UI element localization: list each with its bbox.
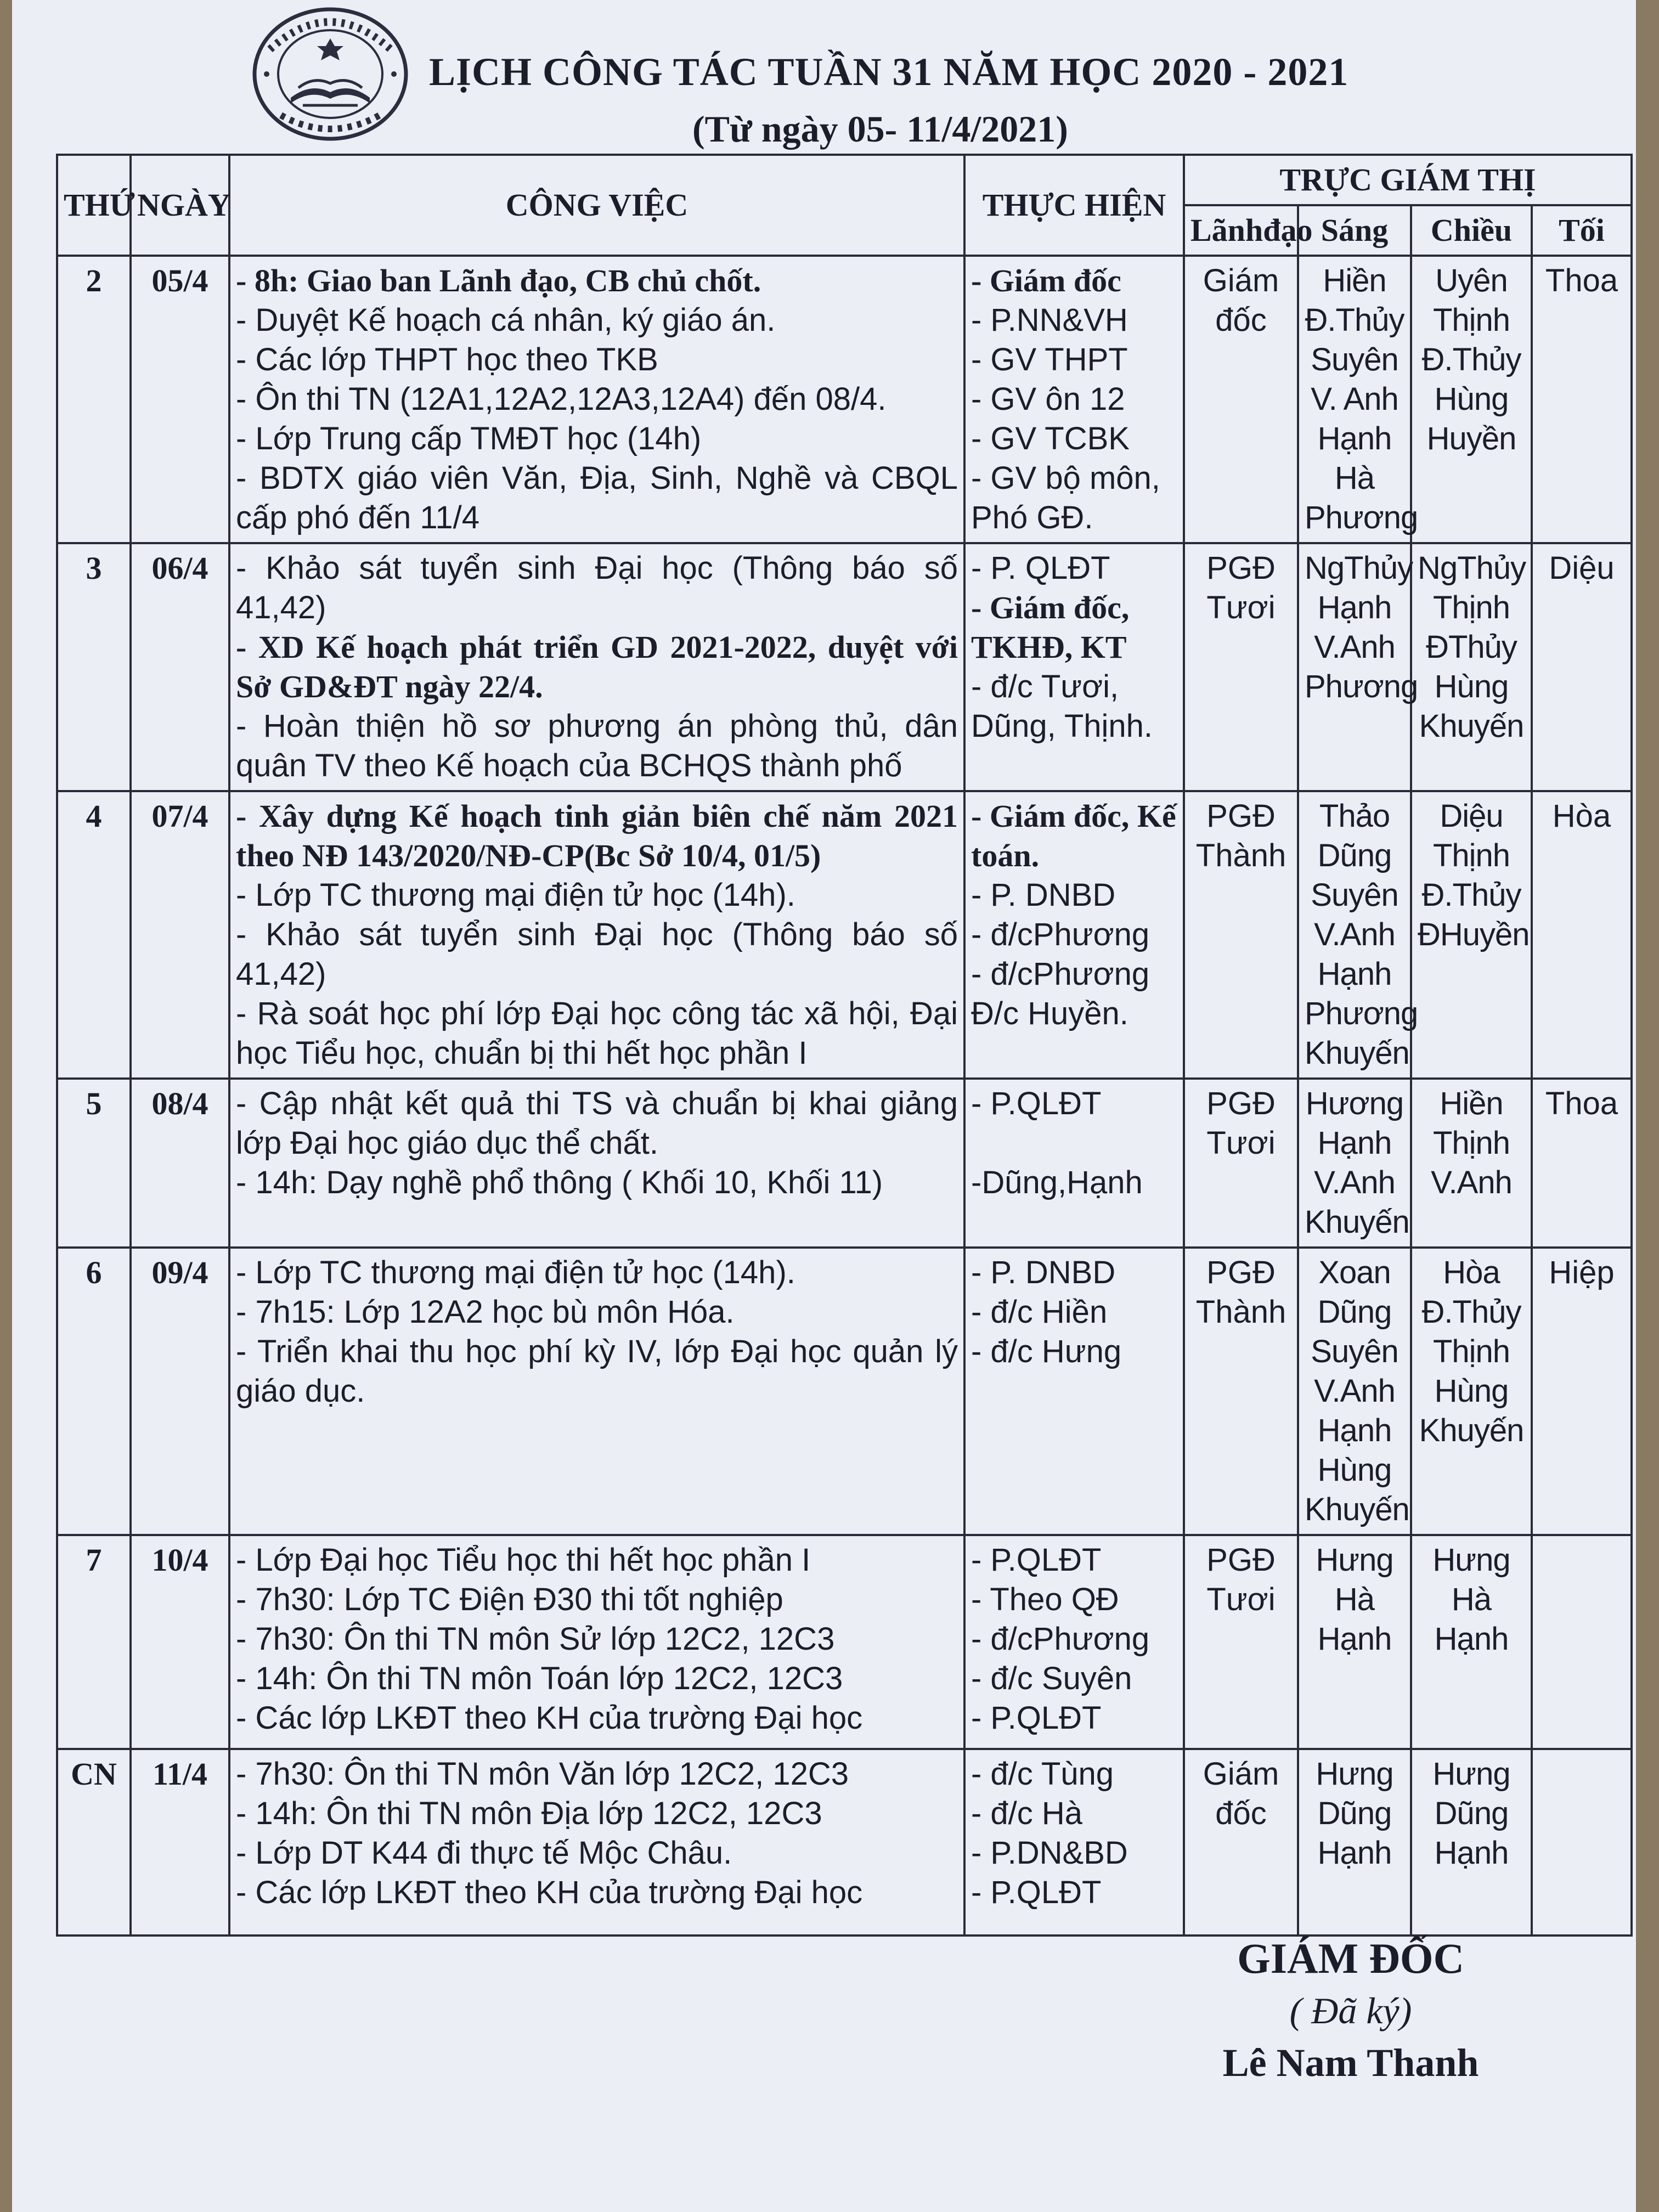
cell-line — [971, 1124, 1177, 1163]
cell-line: Hùng — [1434, 381, 1509, 417]
task-cell — [229, 256, 964, 543]
cell-line: - GV bộ môn, Phó GĐ. — [971, 460, 1160, 535]
cell-line: - Các lớp LKĐT theo KH của trường Đại học — [236, 1875, 863, 1910]
cell-line: - P.DN&BD — [971, 1835, 1128, 1871]
executor-cell — [964, 1079, 1184, 1248]
signature-name: Lê Nam Thanh — [1222, 2041, 1479, 2085]
task-cell — [229, 791, 964, 1079]
cell-line: Hương — [1305, 1086, 1404, 1121]
cell-line: - GV THPT — [971, 342, 1128, 377]
table-row — [57, 791, 1632, 1079]
cell-line: - đ/c Tươi, Dũng, Thịnh. — [971, 669, 1153, 744]
cell-line: - Theo QĐ — [971, 1582, 1119, 1617]
header-supervision: TRỰC GIÁM THỊ — [1184, 155, 1632, 205]
cell-line: Hiền — [1323, 263, 1386, 298]
date-cell: 06/4 — [131, 543, 229, 791]
day-cell: 3 — [57, 543, 131, 791]
cell-line: PGĐ — [1206, 1542, 1276, 1578]
cell-line: Đ.Thủy — [1421, 1294, 1521, 1330]
leader-cell — [1184, 1248, 1298, 1535]
day-cell: 4 — [57, 791, 131, 1079]
leader-cell — [1184, 791, 1298, 1079]
cell-line: V.Anh — [1314, 629, 1395, 665]
table-row — [57, 1535, 1632, 1749]
cell-line: ĐThủy — [1426, 629, 1517, 665]
cell-line: Dũng — [1317, 1796, 1392, 1831]
evening-cell — [1532, 1248, 1632, 1535]
morning-cell — [1298, 1749, 1411, 1936]
task-cell — [229, 1535, 964, 1749]
cell-line: - đ/c Hiền — [971, 1294, 1108, 1330]
cell-line: - đ/c Tùng — [971, 1756, 1114, 1792]
cell-line: Thành — [1195, 838, 1286, 873]
date-cell: 10/4 — [131, 1535, 229, 1749]
cell-line: - GV ôn 12 — [971, 381, 1125, 417]
cell-line: - P.QLĐT — [971, 1086, 1102, 1121]
cell-line: Hạnh — [1317, 956, 1392, 992]
day-cell: 5 — [57, 1079, 131, 1248]
executor-cell — [964, 543, 1184, 791]
cell-line: Hùng — [1434, 669, 1509, 704]
executor-cell — [964, 256, 1184, 543]
cell-line: Giám — [1203, 263, 1279, 298]
cell-line: - 7h30: Ôn thi TN môn Sử lớp 12C2, 12C3 — [236, 1621, 835, 1657]
document-page — [12, 0, 1636, 2212]
evening-cell — [1532, 1535, 1632, 1749]
document-date-range: (Từ ngày 05- 11/4/2021) — [692, 108, 1068, 150]
cell-line: Phương — [1305, 996, 1418, 1031]
leader-cell — [1184, 256, 1298, 543]
cell-line: - đ/c Hưng — [971, 1334, 1122, 1369]
cell-line: ĐHuyền — [1418, 917, 1530, 952]
evening-cell — [1532, 1079, 1632, 1248]
cell-line: Giám — [1203, 1756, 1279, 1792]
header-date: NGÀY — [131, 155, 229, 256]
cell-line: - P.QLĐT — [971, 1542, 1102, 1578]
cell-line: Đ.Thủy — [1421, 342, 1521, 377]
cell-line: Khuyến — [1419, 1413, 1524, 1448]
cell-line: Dũng — [1317, 1294, 1392, 1330]
cell-line: Hạnh — [1317, 1621, 1392, 1657]
cell-line: - Khảo sát tuyển sinh Đại học (Thông báo số 41,42) — [236, 917, 958, 992]
morning-cell — [1298, 1248, 1411, 1535]
header-day: THỨ — [57, 155, 131, 256]
morning-cell — [1298, 256, 1418, 543]
cell-line: - XD Kế hoạch phát triển GD 2021-2022, duyệt với Sở GD&ĐT ngày 22/4. — [236, 629, 958, 704]
cell-line: Hưng — [1432, 1756, 1510, 1792]
cell-line: Hạnh — [1317, 1835, 1392, 1871]
cell-line: NgThủy — [1305, 550, 1413, 586]
cell-line: - 7h30: Ôn thi TN môn Văn lớp 12C2, 12C3 — [236, 1756, 849, 1792]
cell-line: - P. QLĐT — [971, 550, 1110, 586]
cell-line: Đ.Thủy — [1305, 302, 1404, 338]
leader-cell — [1184, 543, 1298, 791]
header-evening: Tối — [1532, 205, 1632, 256]
cell-line: - Lớp DT K44 đi thực tế Mộc Châu. — [236, 1835, 732, 1871]
task-cell — [229, 1248, 964, 1535]
day-cell: CN — [57, 1749, 131, 1936]
cell-line: Diệu — [1440, 798, 1503, 834]
cell-line: PGĐ — [1206, 798, 1276, 834]
cell-line: Suyên — [1311, 342, 1398, 377]
date-cell: 05/4 — [131, 256, 229, 543]
morning-cell — [1298, 1079, 1411, 1248]
date-cell: 11/4 — [131, 1749, 229, 1936]
cell-line: Thảo — [1319, 798, 1390, 834]
cell-line: NgThủy — [1418, 550, 1526, 586]
cell-line: Uyên — [1435, 263, 1508, 298]
afternoon-cell — [1411, 256, 1532, 543]
document-title: LỊCH CÔNG TÁC TUẦN 31 NĂM HỌC 2020 - 2021 — [429, 50, 1349, 94]
cell-line: - 14h: Ôn thi TN môn Toán lớp 12C2, 12C3 — [236, 1661, 843, 1696]
morning-cell — [1298, 791, 1418, 1079]
cell-line: Thịnh — [1432, 838, 1510, 873]
cell-line: Hòa — [1552, 798, 1611, 834]
cell-line: Suyên — [1311, 877, 1398, 913]
cell-line: Hiệp — [1549, 1255, 1615, 1290]
cell-line: -Dũng,Hạnh — [971, 1165, 1143, 1200]
cell-line: Khuyến — [1419, 708, 1524, 744]
afternoon-cell — [1411, 543, 1532, 791]
cell-line: Hạnh — [1317, 421, 1392, 456]
table-row — [57, 1079, 1632, 1248]
cell-line: V.Anh — [1314, 1165, 1395, 1200]
header-morning: Sáng — [1298, 205, 1411, 256]
cell-line: Hà — [1334, 1582, 1375, 1617]
cell-line: Dũng — [1317, 838, 1392, 873]
afternoon-cell — [1411, 791, 1532, 1079]
morning-cell — [1298, 543, 1418, 791]
cell-line: - đ/cPhương — [971, 1621, 1150, 1657]
cell-line: Dũng — [1434, 1796, 1509, 1831]
afternoon-cell — [1411, 1079, 1532, 1248]
cell-line: - 8h: Giao ban Lãnh đạo, CB chủ chốt. — [236, 263, 761, 298]
leader-cell — [1184, 1749, 1298, 1936]
cell-line: - Duyệt Kế hoạch cá nhân, ký giáo án. — [236, 302, 776, 338]
cell-line: Hà — [1451, 1582, 1492, 1617]
executor-cell — [964, 1749, 1184, 1936]
cell-line: - 7h15: Lớp 12A2 học bù môn Hóa. — [236, 1294, 735, 1330]
cell-line: - 14h: Ôn thi TN môn Địa lớp 12C2, 12C3 — [236, 1796, 822, 1831]
cell-line: Thành — [1195, 1294, 1286, 1330]
header-afternoon: Chiều — [1411, 205, 1532, 256]
cell-line: Hưng — [1316, 1542, 1393, 1578]
cell-line: - GV TCBK — [971, 421, 1130, 456]
cell-line: Diệu — [1549, 550, 1615, 586]
executor-cell — [964, 791, 1184, 1079]
cell-line: đốc — [1215, 1796, 1267, 1831]
cell-line: - P. DNBD — [971, 877, 1116, 913]
executor-cell — [964, 1248, 1184, 1535]
cell-line: Hiền — [1440, 1086, 1503, 1121]
cell-line: V. Anh — [1311, 381, 1398, 417]
cell-line: PGĐ — [1206, 1086, 1276, 1121]
evening-cell — [1532, 791, 1632, 1079]
cell-line: - Xây dựng Kế hoạch tinh giản biên chế năm 2021 theo NĐ 143/2020/NĐ-CP(Bc Sở 10/4, 01/5) — [236, 798, 958, 873]
table-row — [57, 1248, 1632, 1535]
cell-line: - Cập nhật kết quả thi TS và chuẩn bị khai giảng lớp Đại học giáo dục thể chất. — [236, 1086, 958, 1161]
cell-line: - Rà soát học phí lớp Đại học công tác xã hội, Đại học Tiểu học, chuẩn bị thi hết học phần I — [236, 996, 958, 1071]
day-cell: 6 — [57, 1248, 131, 1535]
cell-line: - Lớp Trung cấp TMĐT học (14h) — [236, 421, 702, 456]
header-task: CÔNG VIỆC — [229, 155, 964, 256]
cell-line: - Khảo sát tuyển sinh Đại học (Thông báo số 41,42) — [236, 550, 958, 625]
signature-block — [1197, 1931, 1504, 2090]
cell-line: - P.QLĐT — [971, 1700, 1102, 1736]
signature-title: GIÁM ĐỐC — [1237, 1934, 1464, 1982]
cell-line: Xoan — [1318, 1255, 1391, 1290]
cell-line: - P.NN&VH — [971, 302, 1128, 338]
cell-line: - Các lớp LKĐT theo KH của trường Đại học — [236, 1700, 863, 1736]
task-cell — [229, 1749, 964, 1936]
schedule-body — [57, 256, 1632, 1936]
executor-cell — [964, 1535, 1184, 1749]
evening-cell — [1532, 543, 1632, 791]
organization-seal — [248, 5, 413, 143]
cell-line: - Các lớp THPT học theo TKB — [236, 342, 658, 377]
cell-line: - P.QLĐT — [971, 1875, 1102, 1910]
cell-line: - đ/c Suyên — [971, 1661, 1132, 1696]
day-cell: 7 — [57, 1535, 131, 1749]
cell-line: Hưng — [1432, 1542, 1510, 1578]
cell-line: Khuyến — [1305, 1035, 1409, 1071]
afternoon-cell — [1411, 1248, 1532, 1535]
task-cell — [229, 1079, 964, 1248]
cell-line: Hạnh — [1434, 1621, 1509, 1657]
cell-line: Đ.Thủy — [1421, 877, 1521, 913]
schedule-table — [56, 154, 1633, 1937]
cell-line: Tươi — [1206, 590, 1276, 625]
cell-line: Huyền — [1426, 421, 1516, 456]
date-cell: 07/4 — [131, 791, 229, 1079]
afternoon-cell — [1411, 1535, 1532, 1749]
cell-line: - Giám đốc — [971, 263, 1121, 298]
table-row — [57, 543, 1632, 791]
cell-line: Thịnh — [1432, 590, 1510, 625]
cell-line: Suyên — [1311, 1334, 1398, 1369]
cell-line: Hưng — [1316, 1756, 1393, 1792]
cell-line: đốc — [1215, 302, 1267, 338]
cell-line: - Lớp TC thương mại điện tử học (14h). — [236, 1255, 795, 1290]
cell-line: V.Anh — [1431, 1165, 1512, 1200]
cell-line: PGĐ — [1206, 550, 1276, 586]
cell-line: - Lớp TC thương mại điện tử học (14h). — [236, 877, 795, 913]
cell-line: Hạnh — [1317, 590, 1392, 625]
seal-logo-icon — [248, 5, 413, 143]
cell-line: - Lớp Đại học Tiểu học thi hết học phần I — [236, 1542, 811, 1578]
cell-line: V.Anh — [1314, 917, 1395, 952]
cell-line: Hòa — [1443, 1255, 1500, 1290]
cell-line: - 7h30: Lớp TC Điện Đ30 thi tốt nghiệp — [236, 1582, 783, 1617]
cell-line: - 14h: Dạy nghề phổ thông ( Khối 10, Khối 11) — [236, 1165, 883, 1200]
cell-line: Thoa — [1545, 263, 1618, 298]
header-executor: THỰC HIỆN — [964, 155, 1184, 256]
cell-line: Thoa — [1545, 1086, 1618, 1121]
table-row — [57, 1749, 1632, 1936]
cell-line: Phương — [1305, 669, 1418, 704]
cell-line: - đ/cPhương — [971, 917, 1150, 952]
cell-line: Tươi — [1206, 1582, 1276, 1617]
day-cell: 2 — [57, 256, 131, 543]
cell-line: - Giám đốc, Kế toán. — [971, 798, 1176, 873]
cell-line: Tươi — [1206, 1125, 1276, 1161]
cell-line: - Hoàn thiện hồ sơ phương án phòng thủ, dân quân TV theo Kế hoạch của BCHQS thành phố — [236, 708, 958, 783]
cell-line: Thịnh — [1432, 1334, 1510, 1369]
cell-line: Hà — [1334, 460, 1375, 496]
cell-line: PGĐ — [1206, 1255, 1276, 1290]
date-cell: 09/4 — [131, 1248, 229, 1535]
cell-line: - Ôn thi TN (12A1,12A2,12A3,12A4) đến 08/4. — [236, 381, 887, 417]
cell-line: Hạnh — [1434, 1835, 1509, 1871]
date-cell: 08/4 — [131, 1079, 229, 1248]
cell-line: - Triển khai thu học phí kỳ IV, lớp Đại học quản lý giáo dục. — [236, 1334, 958, 1409]
cell-line: Hạnh — [1317, 1413, 1392, 1448]
cell-line: Hùng — [1317, 1452, 1392, 1488]
signature-note: ( Đã ký) — [1289, 1990, 1412, 2032]
cell-line: Thịnh — [1432, 302, 1510, 338]
afternoon-cell — [1411, 1749, 1532, 1936]
task-cell — [229, 543, 964, 791]
evening-cell — [1532, 1749, 1632, 1936]
cell-line: - đ/cPhương Đ/c Huyền. — [971, 956, 1150, 1031]
table-header-row — [57, 155, 1632, 205]
cell-line: V.Anh — [1314, 1373, 1395, 1409]
cell-line: - BDTX giáo viên Văn, Địa, Sinh, Nghề và CBQL cấp phó đến 11/4 — [236, 460, 958, 535]
cell-line: - Giám đốc, TKHĐ, KT — [971, 590, 1130, 665]
cell-line: - đ/c Hà — [971, 1796, 1083, 1831]
table-row — [57, 256, 1632, 543]
cell-line: Khuyến — [1305, 1204, 1409, 1240]
cell-line: Hạnh — [1317, 1125, 1392, 1161]
morning-cell — [1298, 1535, 1411, 1749]
cell-line: - P. DNBD — [971, 1255, 1116, 1290]
header-leader: Lãnhđạo — [1184, 205, 1298, 256]
leader-cell — [1184, 1079, 1298, 1248]
cell-line: Phương — [1305, 500, 1418, 535]
cell-line: Khuyến — [1305, 1492, 1409, 1527]
evening-cell — [1532, 256, 1632, 543]
document-header — [12, 0, 1636, 159]
cell-line: Hùng — [1434, 1373, 1509, 1409]
cell-line: Thịnh — [1432, 1125, 1510, 1161]
leader-cell — [1184, 1535, 1298, 1749]
